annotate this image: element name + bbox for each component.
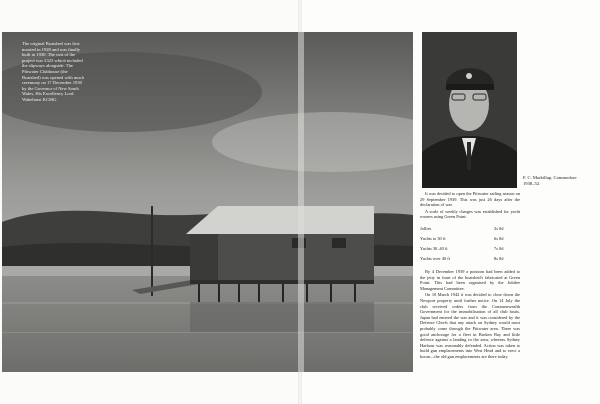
intro-paragraph: It was decided to open the Pittwater sailing season on 29 September 1939. This was just 26 days after the declaration of war. (420, 191, 520, 208)
fee-row (420, 254, 516, 264)
pontoon-paragraph: By 4 December 1939 a pontoon had been added to the jetty in front of the boatshed's fabricated at Green Point. This had been organised by the Jubilee Management Committee. (420, 268, 520, 291)
war-paragraph: On 10 March 1942 it was decided to close down the Newport property until further notice. On 14 July the club received orders from the Commonwealth Government for the immobilisation of all club boats. Japan had entered the war and it was considered by the Defence Chiefs that any attack on Sydney would most probably come through the Pittwater area. There was good anchorage for a fleet in Broken Bay and little defence against a landing in the area, whereas Sydney Harbour was reasonably defended. Action was taken to build gun emplacements into West Head and to erect a boom—the old gun emplacements are there today. (420, 292, 520, 359)
fee-amount: 6s 0d (494, 235, 504, 241)
photo-caption: The original Boatshed was first mooted in 1928 and was finally built in 1930. The cost of the project was £325 which included the slipways alongside. The Pittwater Clubhouse (the Boatshed) was opened with much ceremony on 17 December 1930 by the Governor of New South Wales, His Excellency Lord Wakehurst KCMG. (22, 41, 85, 102)
scale-paragraph: A scale of weekly charges was established for yacht owners using Green Point: (420, 208, 520, 220)
portrait-caption: F. C. Markillup, Commodore 1938–52. (523, 175, 577, 186)
fee-amount: 7s 0d (494, 245, 504, 251)
fee-amount: 8s 0d (494, 255, 504, 261)
fee-row (420, 244, 516, 254)
fee-row (420, 224, 516, 234)
commodore-portrait (422, 32, 517, 188)
fee-label: Yachts over 40 ft (420, 255, 450, 261)
fee-label: Yachts to 30 ft (420, 235, 446, 241)
fee-label: Jollies (420, 225, 432, 231)
fee-label: Yachts 30–40 ft (420, 245, 448, 251)
fee-row (420, 234, 516, 244)
body-text-column (420, 191, 520, 360)
weekly-charges-table (420, 224, 516, 264)
fee-amount: 3s 0d (494, 225, 504, 231)
